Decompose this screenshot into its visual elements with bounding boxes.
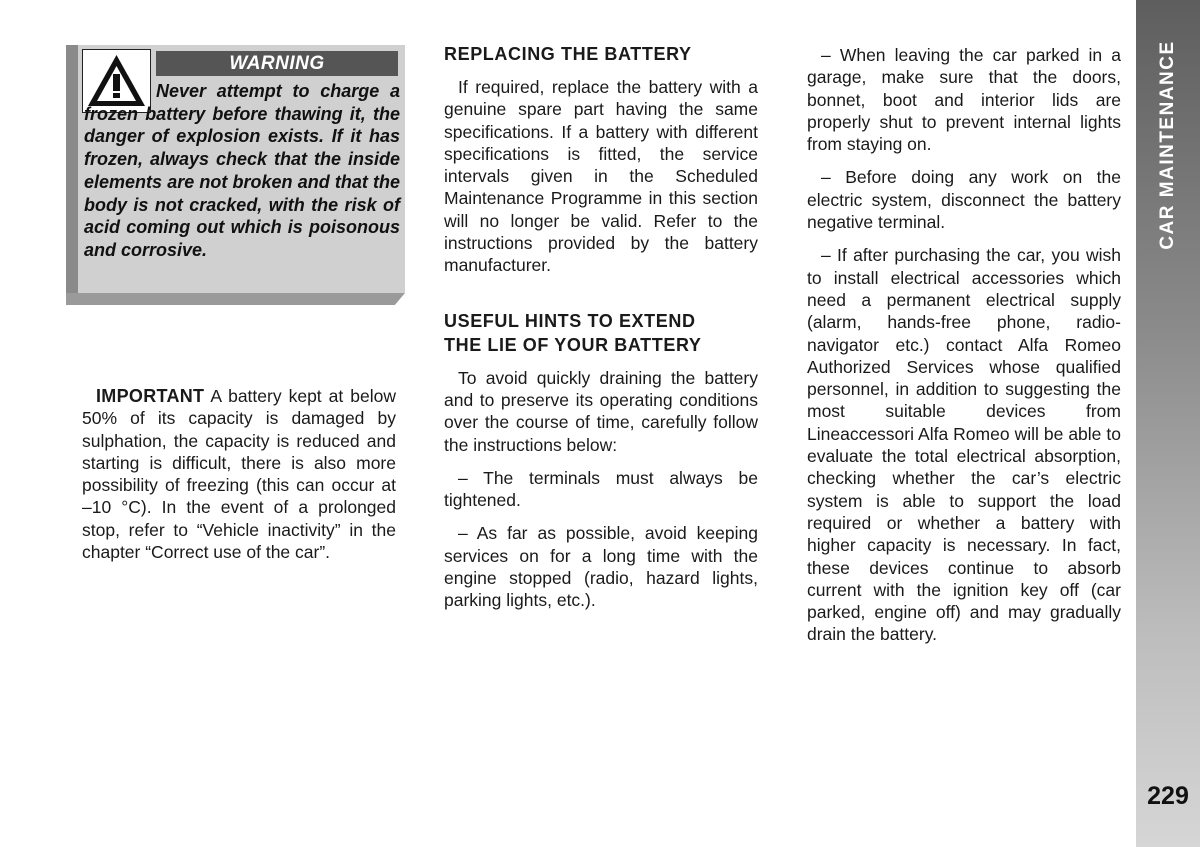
warning-box-shadow-left	[66, 45, 78, 293]
section-title: CAR MAINTENANCE	[1157, 40, 1178, 250]
page-number: 229	[1147, 782, 1189, 810]
hints-heading	[444, 309, 758, 357]
hints-heading-line1: USEFUL HINTS TO EXTEND	[444, 310, 696, 331]
warning-text-rest: thawing it, the danger of explosion exists. If it has frozen, always check that the inside elements are not broken and that the body is not cracked, with the risk of acid coming out which is poisonous and corrosive.	[84, 103, 400, 260]
hints-heading-line2: THE LIE OF YOUR BATTERY	[444, 334, 702, 355]
replacing-text: If required, replace the battery with a genuine spare part having the same specifications. If a battery with different specifications is fitted, the service intervals given in the Scheduled Maintenance Programme in this section will no longer be valid. Refer to the instructions provided by the battery manufacturer.	[444, 77, 758, 276]
hint-garage: – When leaving the car parked in a garage, make sure that the doors, bonnet, boot and interior lids are properly shut to prevent internal lights from staying on.	[807, 45, 1121, 155]
middle-column	[444, 42, 758, 623]
hint-services: – As far as possible, avoid keeping services on for a long time with the engine stopped (radio, hazard lights, parking lights, etc.).	[444, 523, 758, 611]
right-column	[807, 44, 1121, 657]
warning-title: WARNING	[156, 51, 398, 76]
replacing-heading: REPLACING THE BATTERY	[444, 44, 692, 64]
important-text: A battery kept at below 50% of its capacity is damaged by sulphation, the capacity is reduced and starting is difficult, there is also more possibility of freezing (this can occur at –10 °C). In the event of a prolonged stop, refer to “Vehicle inactivity” in the chapter “Correct use of the car”.	[82, 386, 396, 563]
hint-terminals: – The terminals must always be tightened.	[444, 467, 758, 511]
hint-disconnect: – Before doing any work on the electric system, disconnect the battery negative terminal.	[807, 167, 1121, 233]
warning-text-start: Never attempt to charge a frozen battery before	[84, 81, 400, 124]
important-column	[82, 385, 396, 574]
warning-text	[84, 80, 400, 262]
hints-intro: To avoid quickly draining the battery and to preserve its operating conditions over the course of time, carefully follow the instructions below:	[444, 367, 758, 455]
warning-box-shadow-bottom	[66, 293, 405, 305]
important-label: IMPORTANT	[96, 386, 205, 406]
hint-accessories: – If after purchasing the car, you wish to install electrical accessories which need a permanent electrical supply (alarm, hands-free phone, radio-navigator etc.) contact Alfa Romeo Authorized Services whose qualified personnel, in addition to suggesting the most suitable devices from Lineaccessori Alfa Romeo will be able to evaluate the total electrical absorption, checking whether the car’s electric system is able to support the load required or whether a battery with higher capacity is necessary. In fact, these devices continue to absorb current with the ignition key off (car parked, engine off) and may gradually drain the battery.	[807, 245, 1121, 645]
